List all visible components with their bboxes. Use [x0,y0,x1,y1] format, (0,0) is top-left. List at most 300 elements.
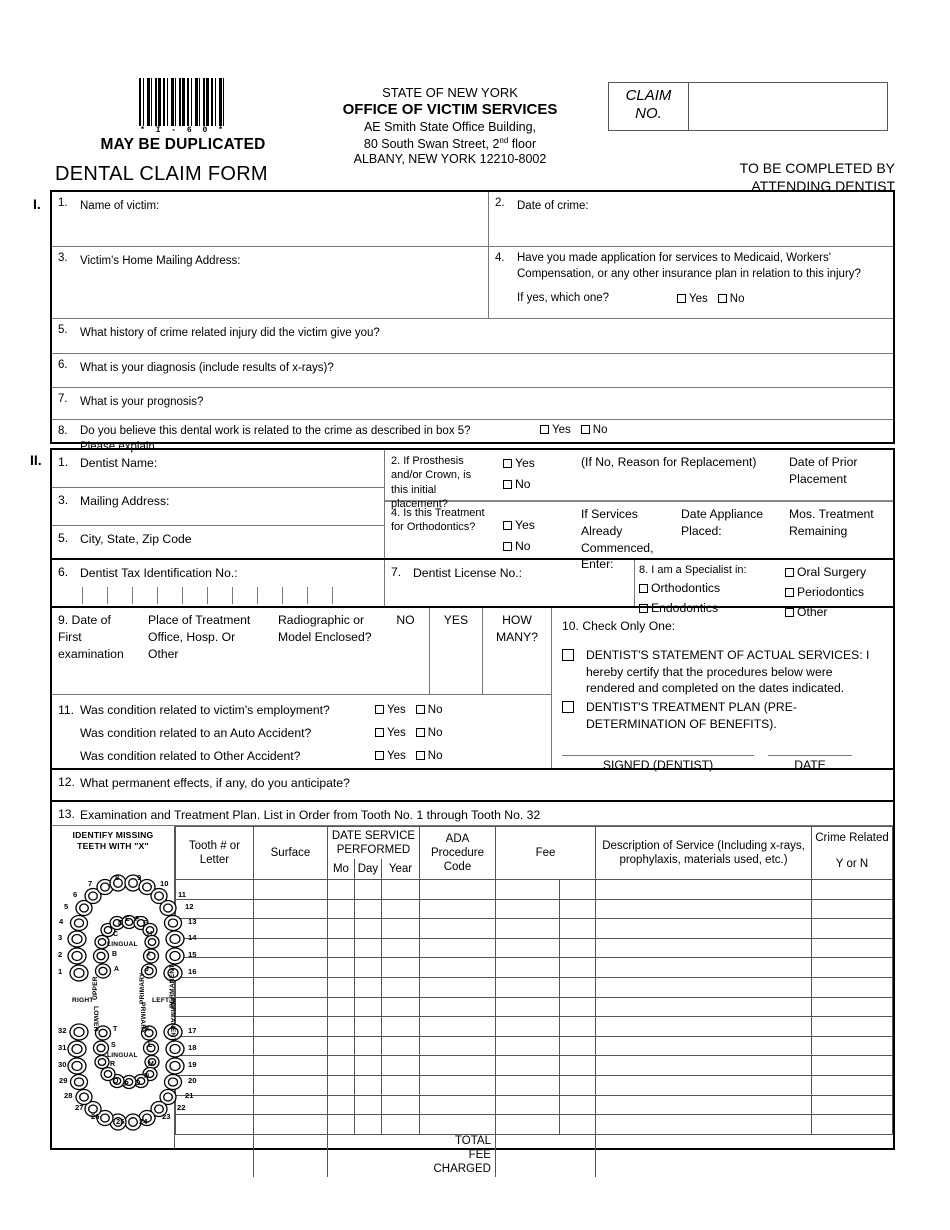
cell-surface[interactable] [253,978,327,998]
option-label: Other [797,605,828,619]
barcode-image [139,78,227,126]
cell-day[interactable] [354,1075,381,1095]
tooth-chart-title-line2: TEETH WITH "X" [77,840,149,851]
cell-fee-cents[interactable] [559,1095,595,1115]
insurance-yes-option[interactable] [677,293,708,305]
cell-mo[interactable] [327,1036,354,1056]
cell-surface[interactable] [253,938,327,958]
field-radiographic-how-many[interactable] [483,608,551,694]
cell-crime-related[interactable] [812,1115,893,1135]
tooth-letter-P: P [124,1081,129,1088]
checkbox-icon[interactable] [503,459,512,468]
cell-mo[interactable] [327,899,354,919]
cell-description[interactable] [596,1036,812,1056]
cell-year[interactable] [381,1017,419,1037]
tooth-letter-S: S [111,1042,116,1049]
specialist-option-oral-surgery[interactable] [785,563,889,581]
cell-crime-related[interactable] [812,1095,893,1115]
table-row[interactable] [175,938,892,958]
cell-crime-related[interactable] [812,1056,893,1076]
tooth-letter-L: L [148,1042,153,1049]
total-spacer-3 [596,1134,893,1177]
field-label: Date of Prior Placement [789,455,858,486]
field-label: What history of crime related injury did the victim give you? [80,327,380,339]
cell-crime-related[interactable] [812,1036,893,1056]
agency-office-line: OFFICE OF VICTIM SERVICES [342,101,558,119]
cell-fee-cents[interactable] [559,938,595,958]
field-label: Date Appliance Placed: [681,507,763,538]
checkbox-icon[interactable] [581,425,590,434]
cell-description[interactable] [596,997,812,1017]
cell-fee-dollars[interactable] [495,978,559,998]
field-radiographic-enclosed[interactable] [272,608,382,694]
table-row[interactable] [175,1056,892,1076]
total-label-line1: TOTAL [454,1135,491,1148]
field-number: 5. [58,531,69,545]
specialist-label: 8. I am a Specialist in: [639,564,747,576]
other-accident-no-option[interactable] [416,750,443,762]
field-if-services-commenced[interactable] [575,502,675,572]
orientation-primary-upper: PRIMARY [139,972,146,1004]
total-label-line3: CHARGED [433,1162,491,1175]
employment-no-option[interactable] [416,704,443,716]
cell-mo[interactable] [327,997,354,1017]
checkbox-icon[interactable] [562,701,574,713]
cell-description[interactable] [596,958,812,978]
option-label: No [515,477,531,491]
check-option-actual-services[interactable] [562,647,883,697]
field-number: 1. [58,197,68,209]
tooth-letter-F: F [135,916,140,923]
specialist-option-periodontics[interactable] [785,583,889,601]
barcode-digits: * I - 6 0 * [140,126,226,135]
table-row[interactable] [175,1095,892,1115]
treatment-table-header-row [175,827,892,860]
cell-fee-cents[interactable] [559,978,595,998]
tick [307,587,332,604]
cell-fee-dollars[interactable] [495,919,559,939]
cell-year[interactable] [381,997,419,1017]
orthodontics-yes-option[interactable] [503,516,569,534]
cell-surface[interactable] [253,958,327,978]
prosthesis-no-option[interactable] [503,475,569,493]
cell-description[interactable] [596,1115,812,1135]
cell-fee-cents[interactable] [559,1017,595,1037]
insurance-no-option[interactable] [718,293,745,305]
cell-day[interactable] [354,997,381,1017]
row-tax-license-specialist [52,560,893,619]
check-only-one-label: 10. Check Only One: [562,619,676,633]
tooth-number-20: 20 [188,1076,197,1085]
tooth-letter-E: E [125,916,130,923]
field-number: 12. [58,775,75,789]
orientation-left: LEFT [152,997,170,1004]
check-option-treatment-plan[interactable] [562,699,883,733]
cell-fee-dollars[interactable] [495,1115,559,1135]
cell-day[interactable] [354,1017,381,1037]
tooth-number-18: 18 [188,1043,197,1052]
cell-year[interactable] [381,978,419,998]
section-marker-two: II. [30,452,42,468]
tooth-number-6: 6 [73,890,78,899]
field-number: 2. [495,197,505,209]
option-label: Yes [689,292,708,305]
cell-description[interactable] [596,1095,812,1115]
orientation-right: RIGHT [72,997,94,1004]
agency-city-line: ALBANY, NEW YORK 12210-8002 [353,152,547,167]
option-label: Yes [552,424,571,436]
cell-year[interactable] [381,880,419,900]
date-label: DATE [794,757,826,772]
checkbox-icon[interactable] [785,568,794,577]
cell-day[interactable] [354,899,381,919]
cell-fee-cents[interactable] [559,958,595,978]
cell-fee-cents[interactable] [559,899,595,919]
cell-description[interactable] [596,1017,812,1037]
field-mos-treatment-remaining[interactable] [783,502,893,560]
section-two-container [50,448,895,1175]
cell-year[interactable] [381,1056,419,1076]
table-row[interactable] [175,1075,892,1095]
specialist-option-orthodontics[interactable] [639,579,785,597]
header-fee: Fee [495,827,595,880]
tooth-letter-D: D [118,920,124,927]
tooth-chart [52,826,197,1148]
cell-surface[interactable] [253,1115,327,1135]
option-label: Orthodontics [651,581,721,596]
auto-accident-yes-option[interactable] [375,727,406,739]
field-victim-mailing-address[interactable] [52,247,489,318]
field-label: 4. Is this Treatment for Orthodontics? [391,507,485,534]
orthodontics-no-option[interactable] [503,537,569,555]
option-label: No [427,727,443,740]
field-dentist-mailing-address[interactable] [52,488,384,526]
field-reason-for-replacement[interactable] [575,450,783,500]
checkbox-icon[interactable] [375,728,384,737]
checkbox-icon[interactable] [416,751,425,760]
tooth-letter-R: R [110,1061,116,1068]
tooth-number-17: 17 [188,1026,197,1035]
cell-ada[interactable] [419,958,495,978]
cell-fee-dollars[interactable] [495,1056,559,1076]
cell-crime-related[interactable] [812,880,893,900]
field-number: 6. [58,565,69,579]
cell-mo[interactable] [327,958,354,978]
field-radiographic-yes[interactable] [430,608,483,694]
field-number: 6. [58,359,68,371]
field-name-of-victim[interactable] [52,192,489,246]
cell-mo[interactable] [327,880,354,900]
table-row[interactable] [175,1036,892,1056]
tooth-number-28: 28 [64,1091,73,1100]
field-date-of-prior-placement[interactable] [783,450,893,500]
cell-day[interactable] [354,978,381,998]
tooth-letter-N: N [144,1073,150,1080]
cell-mo[interactable] [327,1095,354,1115]
field-number: 13. [58,807,75,821]
field-label: Radiographic or Model Enclosed? [278,613,372,644]
checkbox-icon[interactable] [540,425,549,434]
barcode-block [68,78,298,154]
checkbox-icon[interactable] [677,294,686,303]
cell-ada[interactable] [419,1095,495,1115]
tooth-letter-M: M [148,1061,154,1068]
field-label: Was condition related to an Auto Accident? [80,725,312,740]
cell-surface[interactable] [253,1017,327,1037]
other-accident-yes-option[interactable] [375,750,406,762]
cell-ada[interactable] [419,919,495,939]
tooth-number-26: 26 [91,1112,100,1121]
agency-street-line [300,136,600,153]
cell-ada[interactable] [419,1017,495,1037]
cell-fee-cents[interactable] [559,1075,595,1095]
cell-day[interactable] [354,958,381,978]
cell-day[interactable] [354,1095,381,1115]
cell-fee-cents[interactable] [559,1115,595,1135]
total-fee-charged-label [327,1134,495,1177]
checkbox-icon[interactable] [503,542,512,551]
field-injury-history[interactable] [52,319,893,353]
cell-ada[interactable] [419,1075,495,1095]
checkbox-icon[interactable] [562,649,574,661]
cell-fee-dollars[interactable] [495,997,559,1017]
checkbox-icon[interactable] [375,705,384,714]
checkbox-icon[interactable] [785,588,794,597]
row-prosthesis [385,450,893,510]
cell-fee-cents[interactable] [559,919,595,939]
cell-day[interactable] [354,1036,381,1056]
option-label: DENTIST'S TREATMENT PLAN (PRE-DETERMINATION OF BENEFITS). [586,700,797,732]
field-diagnosis[interactable] [52,354,893,387]
cell-surface[interactable] [253,997,327,1017]
cell-year[interactable] [381,899,419,919]
cell-fee-cents[interactable] [559,1036,595,1056]
field-dentist-city-state-zip[interactable] [52,526,384,560]
total-fee-value[interactable] [495,1134,595,1177]
field-dentist-tax-id[interactable] [52,560,385,606]
tooth-letter-H: H [147,931,153,938]
cell-surface[interactable] [253,880,327,900]
row-permanent-effects [52,770,893,802]
cell-ada[interactable] [419,1036,495,1056]
cell-day[interactable] [354,1115,381,1135]
tooth-letter-K: K [145,1026,151,1033]
cell-fee-cents[interactable] [559,1056,595,1076]
orientation-lower-right: LOWER [92,1006,99,1032]
table-row[interactable] [175,880,892,900]
cell-ada[interactable] [419,899,495,919]
cell-year[interactable] [381,938,419,958]
prosthesis-yes-option[interactable] [503,454,569,472]
cell-description[interactable] [596,938,812,958]
field-date-of-first-examination[interactable] [52,608,142,694]
field-label: Examination and Treatment Plan. List in Order from Tooth No. 1 through Tooth No. 32 [80,808,541,822]
cell-fee-cents[interactable] [559,997,595,1017]
cell-fee-dollars[interactable] [495,1095,559,1115]
checkbox-icon[interactable] [639,584,648,593]
field-label: Mos. Treatment Remaining [789,507,874,538]
cell-surface[interactable] [253,899,327,919]
cell-year[interactable] [381,1095,419,1115]
cell-year[interactable] [381,1115,419,1135]
cell-description[interactable] [596,978,812,998]
cell-year[interactable] [381,919,419,939]
field-place-of-treatment[interactable] [142,608,272,694]
cell-fee-dollars[interactable] [495,938,559,958]
cell-fee-dollars[interactable] [495,1075,559,1095]
auto-accident-no-option[interactable] [416,727,443,739]
header-day: Day [354,859,381,880]
field-prognosis[interactable] [52,388,893,419]
cell-fee-dollars[interactable] [495,1036,559,1056]
prosthesis-options [497,450,575,500]
option-label: Yes [387,750,406,763]
tooth-chart-title-line1: IDENTIFY MISSING [72,830,154,840]
checkbox-icon[interactable] [375,751,384,760]
cell-mo[interactable] [327,1115,354,1135]
tooth-letter-G: G [143,920,149,927]
cell-crime-related[interactable] [812,938,893,958]
tooth-number-10: 10 [160,879,169,888]
cell-description[interactable] [596,899,812,919]
to-be-completed-line1: TO BE COMPLETED BY [739,160,895,176]
table-row[interactable] [175,978,892,998]
cell-description[interactable] [596,919,812,939]
field-label: Was condition related to Other Accident? [80,748,301,763]
cell-ada[interactable] [419,1056,495,1076]
cell-description[interactable] [596,880,812,900]
checkbox-icon[interactable] [503,480,512,489]
field-condition-related-block [52,695,551,769]
orthodontics-options [497,502,575,560]
field-label: HOW MANY? [496,613,538,644]
row-treatment-table-block [52,826,893,1175]
crime-related-yes-option[interactable] [540,424,571,436]
table-row[interactable] [175,919,892,939]
total-label-line2: FEE [468,1148,491,1161]
cell-surface[interactable] [253,1056,327,1076]
row-exam-treatment-plan-header [52,802,893,826]
cell-crime-related[interactable] [812,958,893,978]
field-date-appliance-placed[interactable] [675,502,783,560]
cell-mo[interactable] [327,1017,354,1037]
field-radiographic-no[interactable] [382,608,430,694]
table-row[interactable] [175,958,892,978]
cell-ada[interactable] [419,978,495,998]
cell-fee-dollars[interactable] [495,880,559,900]
signed-dentist-label: SIGNED (DENTIST) [602,757,714,772]
agency-street-ordinal: nd [499,135,509,145]
field-orthodontics-question [385,502,497,560]
tooth-number-12: 12 [185,902,194,911]
treatment-table-wrapper [175,826,893,1175]
cell-ada[interactable] [419,997,495,1017]
cell-day[interactable] [354,880,381,900]
table-row[interactable] [175,1115,892,1135]
field-label: What permanent effects, if any, do you anticipate? [80,776,350,790]
tick [332,587,357,604]
tooth-number-31: 31 [58,1043,67,1052]
cell-day[interactable] [354,938,381,958]
total-spacer-2 [253,1134,327,1177]
orientation-primary-lower: PRIMARY [139,1002,146,1034]
tick [107,587,132,604]
checkbox-icon[interactable] [416,728,425,737]
cell-fee-cents[interactable] [559,880,595,900]
table-row[interactable] [175,899,892,919]
cell-mo[interactable] [327,919,354,939]
cell-fee-dollars[interactable] [495,958,559,978]
cell-crime-related[interactable] [812,997,893,1017]
lingual-label-lower: LINGUAL [107,1052,138,1059]
field-date-of-crime[interactable] [489,192,893,246]
crime-related-no-option[interactable] [581,424,608,436]
cell-mo[interactable] [327,978,354,998]
cell-crime-related[interactable] [812,919,893,939]
employment-yes-option[interactable] [375,704,406,716]
cell-crime-related[interactable] [812,978,893,998]
field-dentist-name[interactable] [52,450,384,488]
treatment-table-body [175,880,892,1177]
cell-year[interactable] [381,1036,419,1056]
cell-mo[interactable] [327,1056,354,1076]
field-label: Have you made application for services to Medicaid, Workers' Compensation, or any other insurance plan in relation to this injury? [517,252,861,280]
cell-surface[interactable] [253,1095,327,1115]
field-label: 9. Date of First examination [58,613,124,661]
cell-mo[interactable] [327,1075,354,1095]
checkbox-icon[interactable] [416,705,425,714]
tick [282,587,307,604]
claim-number-label: CLAIM NO. [609,83,689,130]
cell-crime-related[interactable] [812,1075,893,1095]
cell-description[interactable] [596,1075,812,1095]
cell-mo[interactable] [327,938,354,958]
table-row[interactable] [175,1017,892,1037]
cell-ada[interactable] [419,880,495,900]
total-row [175,1134,892,1177]
cell-surface[interactable] [253,919,327,939]
table-row[interactable] [175,997,892,1017]
claim-number-input[interactable] [689,83,887,130]
row-address-insurance [52,247,893,319]
option-label: No [427,750,443,763]
checkbox-icon[interactable] [718,294,727,303]
cell-surface[interactable] [253,1036,327,1056]
cell-crime-related[interactable] [812,1017,893,1037]
field-label: Date of crime: [517,200,589,212]
cell-crime-related[interactable] [812,899,893,919]
field-permanent-effects[interactable] [52,770,893,800]
cell-ada[interactable] [419,1115,495,1135]
cell-description[interactable] [596,1056,812,1076]
field-dentist-license-no[interactable] [385,560,635,606]
cell-fee-dollars[interactable] [495,899,559,919]
tooth-number-7: 7 [88,879,93,888]
cell-day[interactable] [354,919,381,939]
field-insurance-application[interactable] [489,247,893,318]
cell-surface[interactable] [253,1075,327,1095]
tooth-letter-T: T [113,1026,118,1033]
field-number: 1. [58,455,69,469]
cell-year[interactable] [381,1075,419,1095]
tooth-number-19: 19 [188,1060,197,1069]
cell-day[interactable] [354,1056,381,1076]
crime-related-yn: Y or N [835,858,869,871]
cell-ada[interactable] [419,938,495,958]
checkbox-icon[interactable] [503,521,512,530]
cell-fee-dollars[interactable] [495,1017,559,1037]
cell-year[interactable] [381,958,419,978]
